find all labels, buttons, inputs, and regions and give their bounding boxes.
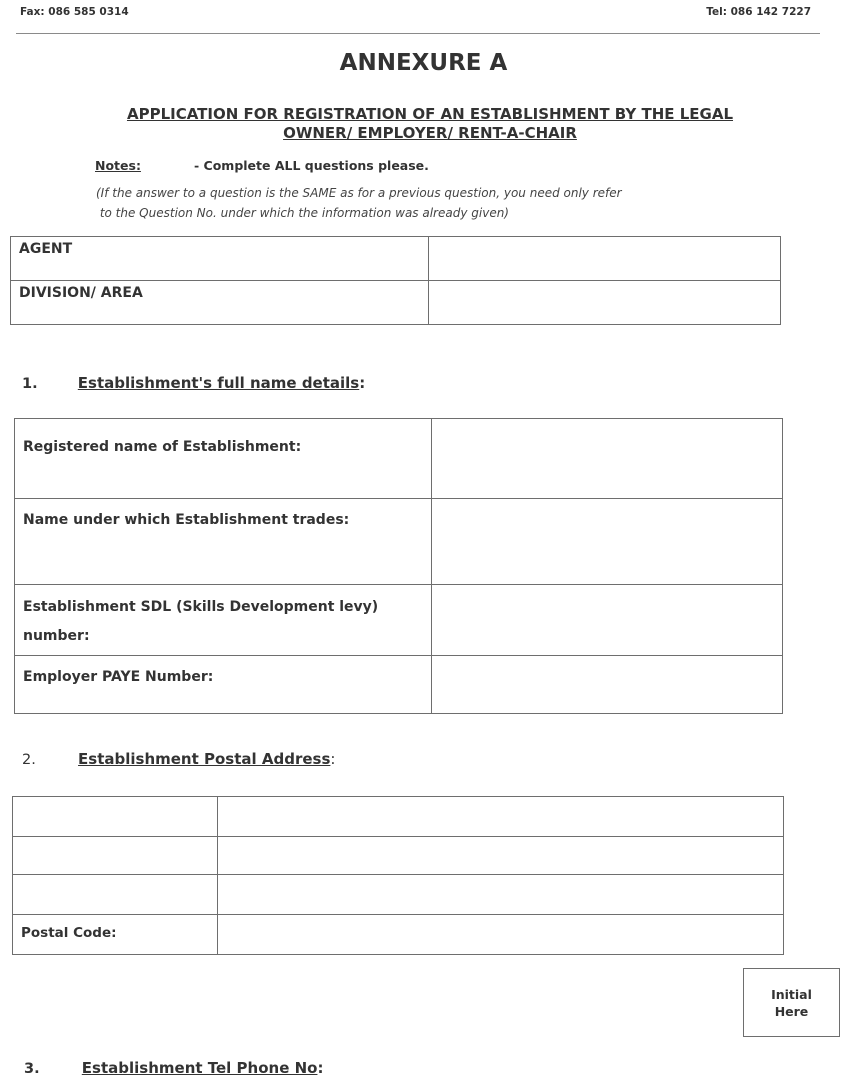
notes-instructions-line-1: (If the answer to a question is the SAME as for a previous question, you need only refer <box>96 186 622 200</box>
postal-address-table <box>12 796 784 955</box>
agent-table <box>10 236 781 325</box>
notes-text: - Complete ALL questions please. <box>194 158 429 173</box>
sdl-number-field[interactable] <box>432 585 783 656</box>
agent-field[interactable] <box>429 237 781 281</box>
establishment-name-table <box>14 418 783 714</box>
registered-name-label: Registered name of Establishment: <box>15 419 432 499</box>
postal-address-line-3-label <box>13 875 218 915</box>
notes-instructions-line-2: to the Question No. under which the information was already given) <box>96 206 509 220</box>
postal-address-line-3-field[interactable] <box>218 875 784 915</box>
postal-address-line-1-label <box>13 797 218 837</box>
agent-label: AGENT <box>11 237 429 281</box>
page-title: ANNEXURE A <box>339 50 508 76</box>
postal-address-line-1-field[interactable] <box>218 797 784 837</box>
tel-number: Tel: 086 142 7227 <box>706 6 811 18</box>
section-3-number: 3. <box>24 1061 40 1077</box>
section-3-colon: : <box>317 1059 324 1077</box>
section-3-title: Establishment Tel Phone No <box>81 1059 318 1077</box>
header-divider <box>16 33 820 34</box>
section-1-colon: : <box>359 374 366 392</box>
notes-instructions <box>96 183 796 223</box>
section-2-heading <box>22 749 335 768</box>
division-area-label: DIVISION/ AREA <box>11 281 429 325</box>
postal-address-line-2-label <box>13 837 218 875</box>
fax-number: Fax: 086 585 0314 <box>20 6 129 18</box>
trading-name-label: Name under which Establishment trades: <box>15 499 432 585</box>
paye-number-label: Employer PAYE Number: <box>15 656 432 714</box>
initial-here-box[interactable]: Initial Here <box>743 968 840 1037</box>
section-2-colon: : <box>330 750 336 768</box>
trading-name-field[interactable] <box>432 499 783 585</box>
division-area-field[interactable] <box>429 281 781 325</box>
section-3-heading <box>24 1058 323 1077</box>
postal-address-line-2-field[interactable] <box>218 837 784 875</box>
sdl-number-label: Establishment SDL (Skills Development levy) number: <box>15 585 432 656</box>
section-1-title: Establishment's full name details <box>77 374 360 392</box>
section-2-number: 2. <box>22 752 36 768</box>
subtitle-line-2: OWNER/ EMPLOYER/ RENT-A-CHAIR <box>283 124 577 142</box>
postal-code-field[interactable] <box>218 915 784 955</box>
section-1-heading <box>22 373 365 392</box>
subtitle-line-1: APPLICATION FOR REGISTRATION OF AN ESTABLISHMENT BY THE LEGAL <box>126 105 734 123</box>
section-1-number: 1. <box>22 376 38 392</box>
postal-code-label: Postal Code: <box>13 915 218 955</box>
form-subtitle <box>40 105 820 143</box>
section-2-title: Establishment Postal Address <box>78 750 331 768</box>
notes-label: Notes: <box>95 158 141 173</box>
registered-name-field[interactable] <box>432 419 783 499</box>
paye-number-field[interactable] <box>432 656 783 714</box>
